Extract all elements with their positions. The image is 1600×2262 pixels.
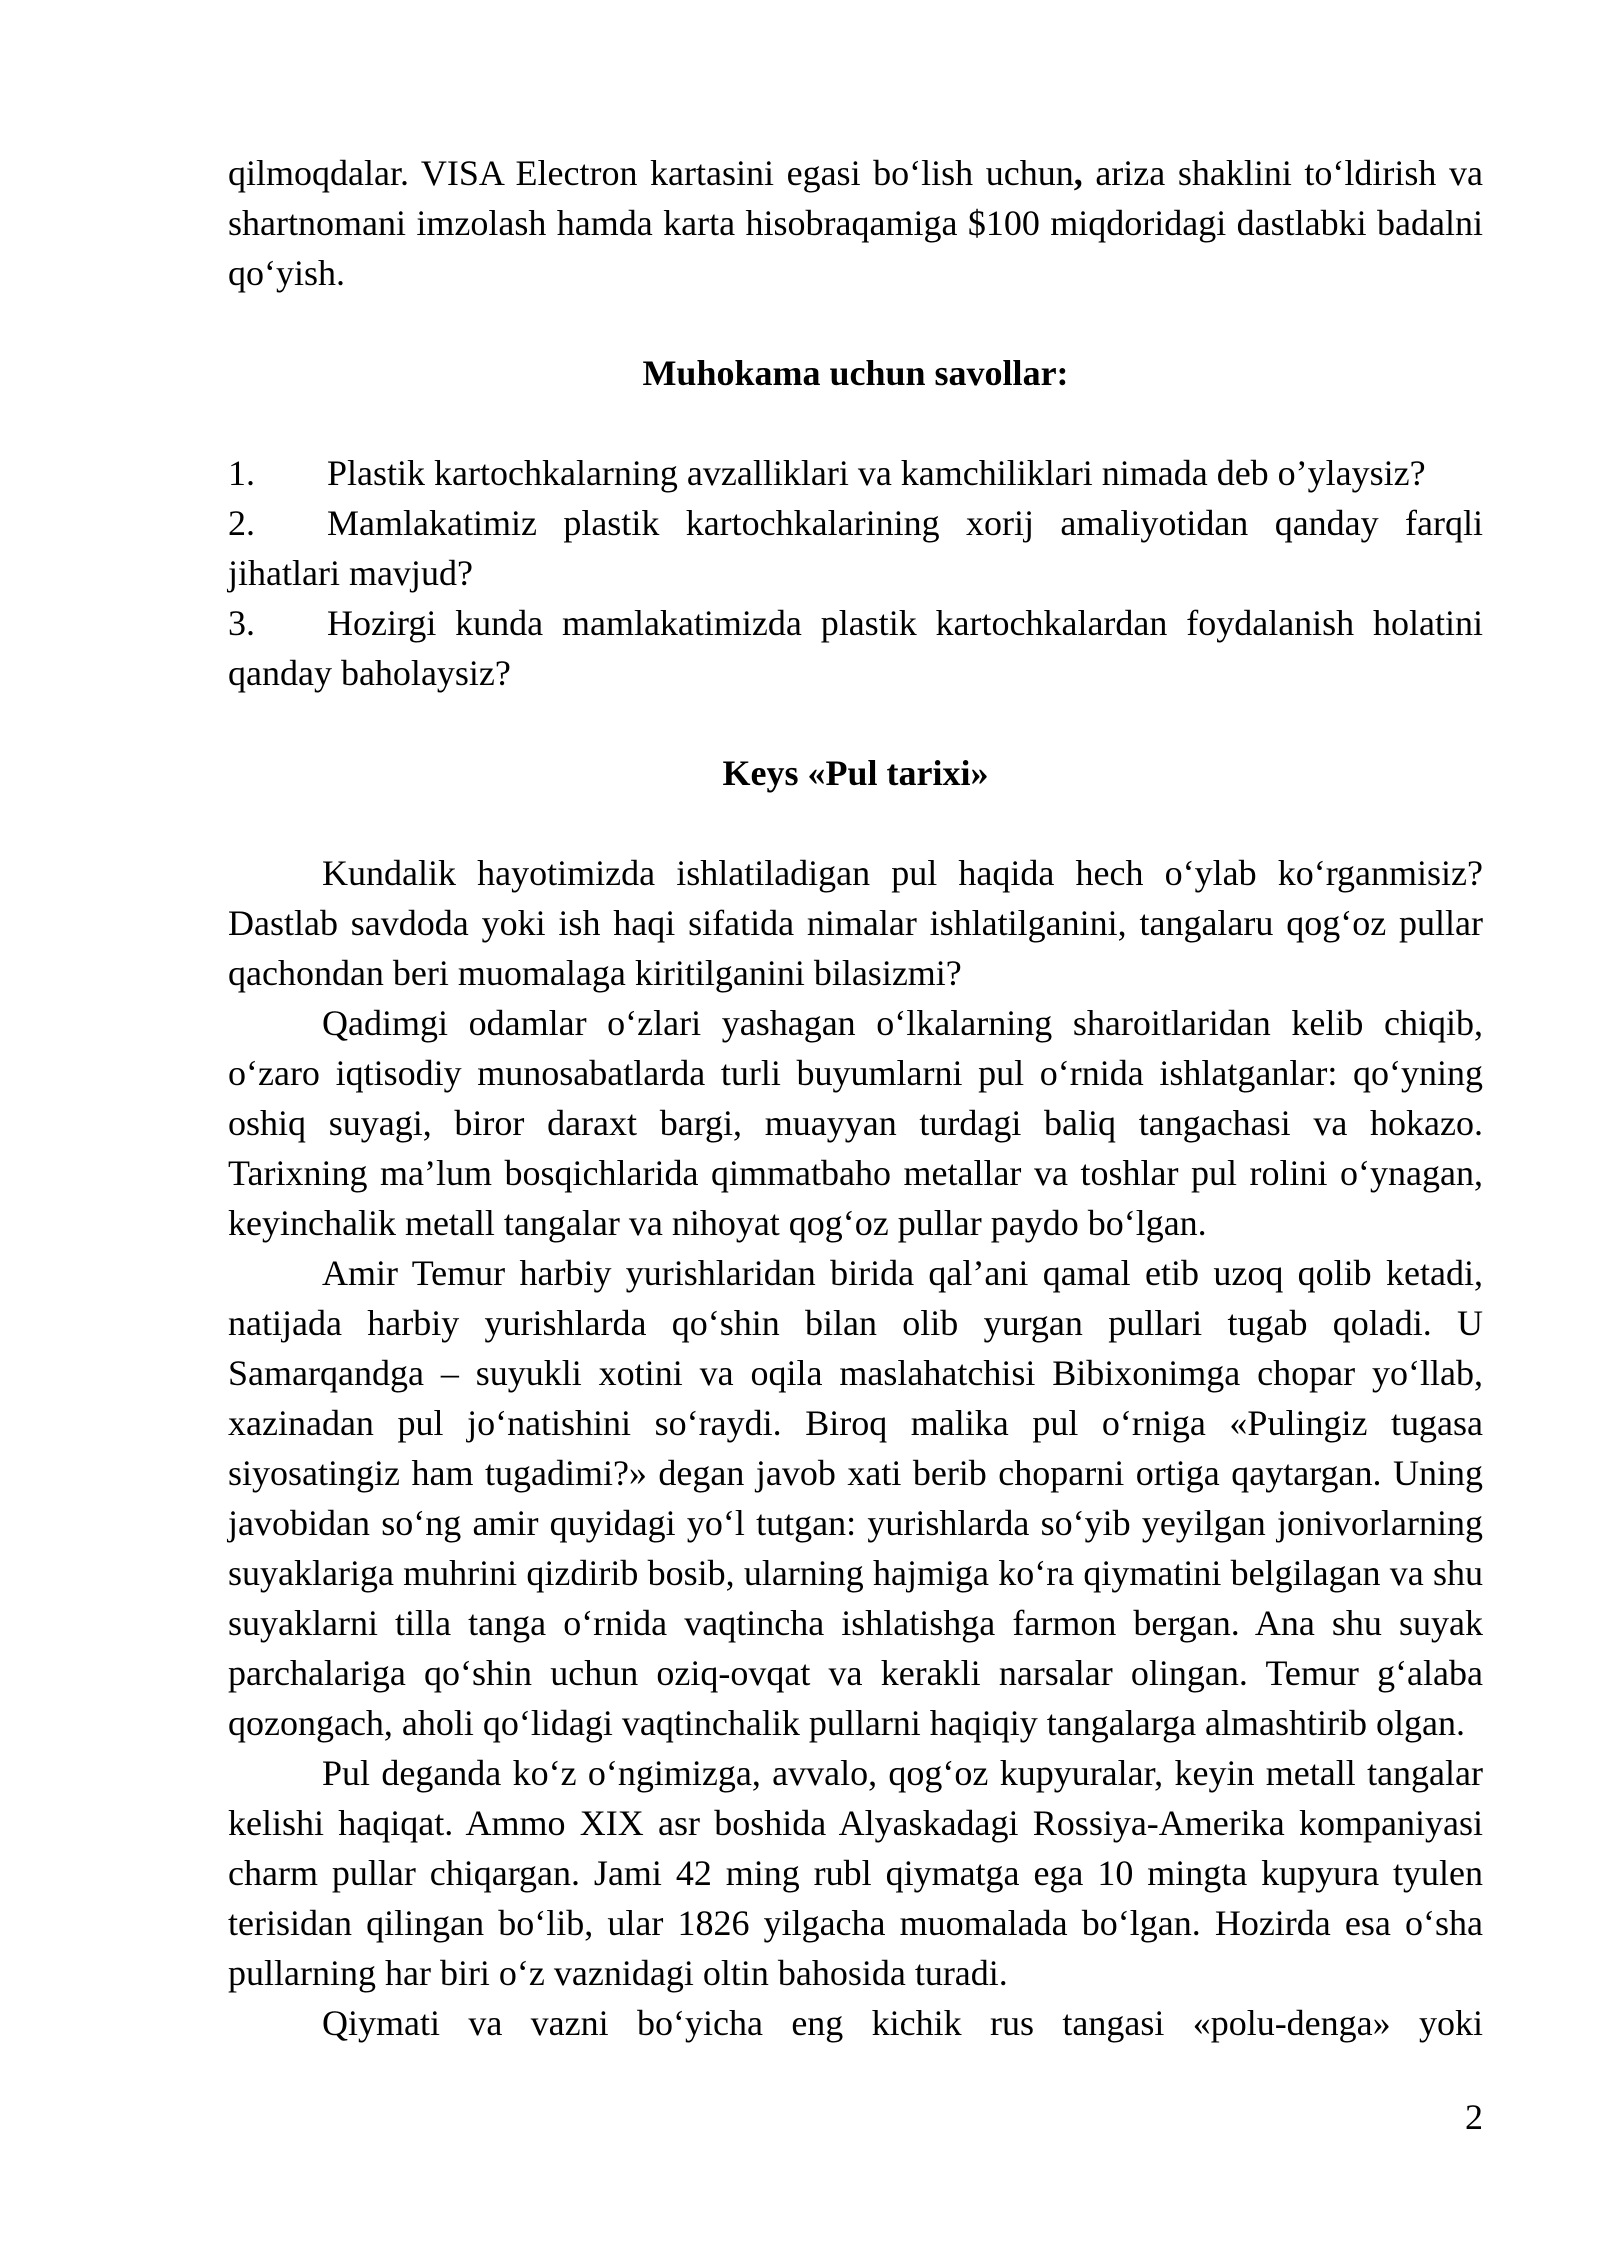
body-paragraph-leather-money: Pul deganda koʻz oʻngimizga, avvalo, qogʻoz kupyuralar, keyin metall tangalar kelishi haqiqat. Ammo XIX asr boshida Alyaskadagi Rossiya-Amerika kompaniyasi charm pullar chiqargan. Jami 42 ming rubl qiymatga ega 10 mingta kupyura tyulen terisidan qilingan boʻlib, ular 1826 yilgacha muomalada boʻlgan. Hozirda esa oʻsha pullarning har biri oʻz vaznidagi oltin bahosida turadi.: [228, 1753, 1483, 1993]
section-heading-case-study: Keys «Pul tarixi»: [722, 753, 989, 793]
section-heading-discussion-questions: Muhokama uchun savollar:: [642, 353, 1069, 393]
question-number: 3.: [228, 603, 255, 643]
blank-line: [228, 398, 1483, 448]
body-paragraph-ancient-money: Qadimgi odamlar oʻzlari yashagan oʻlkalarning sharoitlaridan kelib chiqib, oʻzaro iqtisodiy munosabatlarda turli buyumlarni pul oʻrnida ishlatganlar: qoʻyning oshiq suyagi, biror daraxt bargi, muayyan turdagi baliq tangachasi va hokazo. Tarixning ma’lum bosqichlarida qimmatbaho metallar va toshlar pul rolini oʻynagan, keyinchalik metall tangalar va nihoyat qogʻoz pullar paydo boʻlgan.: [228, 1003, 1483, 1243]
question-item-2: [228, 498, 1483, 598]
paragraph-run: qilmoqdalar. VISA Electron kartasini egasi boʻlish uchun: [228, 153, 1074, 193]
body-paragraph-money-intro: Kundalik hayotimizda ishlatiladigan pul haqida hech oʻylab koʻrganmisiz? Dastlab savdoda yoki ish haqi sifatida nimalar ishlatilganini, tangalaru qogʻoz pullar qachondan beri muomalaga kiritilganini bilasizmi?: [228, 853, 1483, 993]
question-item-1: [228, 448, 1483, 498]
question-number: 1.: [228, 453, 255, 493]
blank-line: [228, 698, 1483, 748]
paragraph-run: ariza shaklini toʻldirish va shartnomani imzolash hamda karta hisobraqamiga $100 miqdoridagi dastlabki badalni qoʻyish.: [228, 153, 1483, 293]
question-text: Plastik kartochkalarning avzalliklari va kamchiliklari nimada deb o’ylaysiz?: [327, 453, 1426, 493]
question-text: Mamlakatimiz plastik kartochkalarining xorij amaliyotidan qanday farqli jihatlari mavjud?: [228, 503, 1483, 593]
body-paragraph-polu-denga: Qiymati va vazni boʻyicha eng kichik rus tangasi «polu-denga» yoki: [322, 2003, 1483, 2043]
paragraph-run-bold-comma: ,: [1073, 153, 1083, 193]
question-number: 2.: [228, 503, 255, 543]
question-text: Hozirgi kunda mamlakatimizda plastik kartochkalardan foydalanish holatini qanday baholaysiz?: [228, 603, 1483, 693]
blank-line: [228, 298, 1483, 348]
question-item-3: [228, 598, 1483, 698]
questions-list: [228, 448, 1483, 698]
paragraph-continuation: [228, 148, 1483, 298]
page-number: 2: [1465, 2097, 1483, 2137]
blank-line: [228, 798, 1483, 848]
body-paragraph-amir-temur: Amir Temur harbiy yurishlaridan birida qal’ani qamal etib uzoq qolib ketadi, natijada harbiy yurishlarda qoʻshin bilan olib yurgan pullari tugab qoladi. U Samarqandga – suyukli xotini va oqila maslahatchisi Bibixonimga chopar yoʻllab, xazinadan pul joʻnatishini soʻraydi. Biroq malika pul oʻrniga «Pulingiz tugasa siyosatingiz ham tugadimi?» degan javob xati berib choparni ortiga qaytargan. Uning javobidan soʻng amir quyidagi yoʻl tutgan: yurishlarda soʻyib yeyilgan jonivorlarning suyaklariga muhrini qizdirib bosib, ularning hajmiga koʻra qiymatini belgilagan va shu suyaklarni tilla tanga oʻrnida vaqtincha ishlatishga farmon bergan. Ana shu suyak parchalariga qoʻshin uchun oziq-ovqat va kerakli narsalar olingan. Temur gʻalaba qozongach, aholi qoʻlidagi vaqtinchalik pullarni haqiqiy tangalarga almashtirib olgan.: [228, 1253, 1483, 1743]
